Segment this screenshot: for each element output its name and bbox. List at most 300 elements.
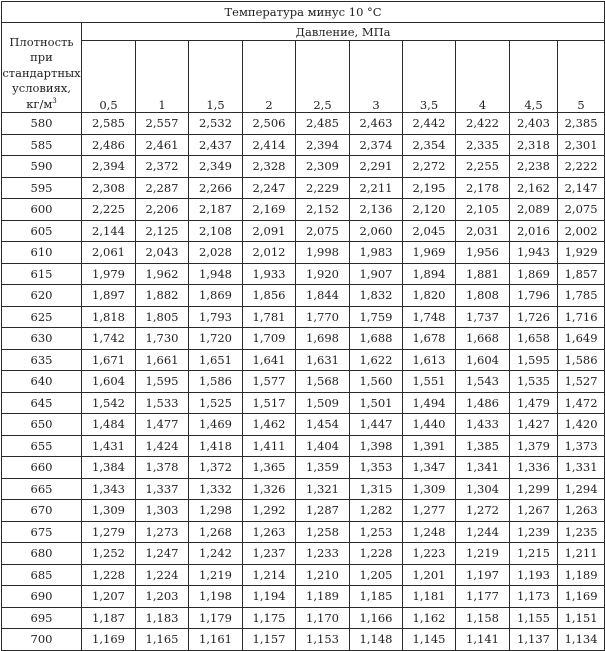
density-cell: 680 bbox=[2, 543, 82, 565]
density-cell: 635 bbox=[2, 349, 82, 371]
compressibility-table bbox=[1, 1, 605, 651]
value-cell: 1,201 bbox=[403, 564, 456, 586]
value-cell: 1,709 bbox=[243, 328, 296, 350]
value-cell: 1,215 bbox=[510, 543, 558, 565]
pressure-column-header: 4 bbox=[456, 41, 510, 113]
value-cell: 1,897 bbox=[82, 285, 136, 307]
table-row bbox=[2, 392, 605, 414]
table-row bbox=[2, 263, 605, 285]
pressure-column-header: 4,5 bbox=[510, 41, 558, 113]
table-row bbox=[2, 586, 605, 608]
value-cell: 1,832 bbox=[350, 285, 403, 307]
value-cell: 2,229 bbox=[296, 177, 350, 199]
value-cell: 1,165 bbox=[136, 629, 189, 651]
value-cell: 1,661 bbox=[136, 349, 189, 371]
value-cell: 1,299 bbox=[510, 478, 558, 500]
value-cell: 2,506 bbox=[243, 113, 296, 135]
value-cell: 1,542 bbox=[82, 392, 136, 414]
value-cell: 2,463 bbox=[350, 113, 403, 135]
density-cell: 590 bbox=[2, 156, 82, 178]
value-cell: 1,551 bbox=[403, 371, 456, 393]
value-cell: 1,857 bbox=[558, 263, 605, 285]
value-cell: 1,183 bbox=[136, 607, 189, 629]
value-cell: 2,162 bbox=[510, 177, 558, 199]
table-row bbox=[2, 543, 605, 565]
pressure-column-header: 2,5 bbox=[296, 41, 350, 113]
value-cell: 1,153 bbox=[296, 629, 350, 651]
value-cell: 2,354 bbox=[403, 134, 456, 156]
value-cell: 1,228 bbox=[350, 543, 403, 565]
value-cell: 1,197 bbox=[456, 564, 510, 586]
value-cell: 1,805 bbox=[136, 306, 189, 328]
value-cell: 2,422 bbox=[456, 113, 510, 135]
pressure-column-header: 1 bbox=[136, 41, 189, 113]
value-cell: 1,668 bbox=[456, 328, 510, 350]
value-cell: 1,252 bbox=[82, 543, 136, 565]
value-cell: 1,469 bbox=[189, 414, 243, 436]
value-cell: 1,228 bbox=[82, 564, 136, 586]
density-cell: 675 bbox=[2, 521, 82, 543]
value-cell: 1,194 bbox=[243, 586, 296, 608]
value-cell: 2,442 bbox=[403, 113, 456, 135]
value-cell: 1,658 bbox=[510, 328, 558, 350]
value-cell: 1,185 bbox=[350, 586, 403, 608]
value-cell: 1,273 bbox=[136, 521, 189, 543]
value-cell: 1,907 bbox=[350, 263, 403, 285]
pressure-header-row bbox=[2, 41, 605, 113]
value-cell: 2,486 bbox=[82, 134, 136, 156]
value-cell: 1,175 bbox=[243, 607, 296, 629]
density-cell: 645 bbox=[2, 392, 82, 414]
value-cell: 1,486 bbox=[456, 392, 510, 414]
table-row bbox=[2, 113, 605, 135]
table-row bbox=[2, 177, 605, 199]
value-cell: 2,211 bbox=[350, 177, 403, 199]
value-cell: 1,331 bbox=[558, 457, 605, 479]
value-cell: 1,869 bbox=[189, 285, 243, 307]
value-cell: 1,956 bbox=[456, 242, 510, 264]
value-cell: 1,263 bbox=[243, 521, 296, 543]
value-cell: 2,403 bbox=[510, 113, 558, 135]
value-cell: 1,535 bbox=[510, 371, 558, 393]
table-row bbox=[2, 607, 605, 629]
value-cell: 1,326 bbox=[243, 478, 296, 500]
value-cell: 1,343 bbox=[82, 478, 136, 500]
value-cell: 1,210 bbox=[296, 564, 350, 586]
value-cell: 1,207 bbox=[82, 586, 136, 608]
value-cell: 1,698 bbox=[296, 328, 350, 350]
value-cell: 1,649 bbox=[558, 328, 605, 350]
value-cell: 1,292 bbox=[243, 500, 296, 522]
value-cell: 1,509 bbox=[296, 392, 350, 414]
value-cell: 2,349 bbox=[189, 156, 243, 178]
value-cell: 1,998 bbox=[296, 242, 350, 264]
table-row bbox=[2, 564, 605, 586]
value-cell: 1,472 bbox=[558, 392, 605, 414]
value-cell: 2,002 bbox=[558, 220, 605, 242]
value-cell: 2,394 bbox=[82, 156, 136, 178]
value-cell: 1,785 bbox=[558, 285, 605, 307]
value-cell: 1,166 bbox=[350, 607, 403, 629]
value-cell: 2,089 bbox=[510, 199, 558, 221]
value-cell: 2,105 bbox=[456, 199, 510, 221]
value-cell: 1,962 bbox=[136, 263, 189, 285]
value-cell: 1,223 bbox=[403, 543, 456, 565]
value-cell: 1,604 bbox=[82, 371, 136, 393]
value-cell: 1,525 bbox=[189, 392, 243, 414]
value-cell: 1,586 bbox=[558, 349, 605, 371]
value-cell: 2,437 bbox=[189, 134, 243, 156]
value-cell: 2,532 bbox=[189, 113, 243, 135]
value-cell: 1,309 bbox=[82, 500, 136, 522]
value-cell: 1,347 bbox=[403, 457, 456, 479]
value-cell: 1,391 bbox=[403, 435, 456, 457]
pressure-title: Давление, МПа bbox=[82, 23, 605, 41]
value-cell: 1,189 bbox=[558, 564, 605, 586]
value-cell: 1,157 bbox=[243, 629, 296, 651]
value-cell: 1,869 bbox=[510, 263, 558, 285]
value-cell: 1,247 bbox=[136, 543, 189, 565]
table-row bbox=[2, 220, 605, 242]
value-cell: 2,374 bbox=[350, 134, 403, 156]
value-cell: 1,431 bbox=[82, 435, 136, 457]
value-cell: 2,557 bbox=[136, 113, 189, 135]
value-cell: 1,424 bbox=[136, 435, 189, 457]
value-cell: 1,844 bbox=[296, 285, 350, 307]
density-cell: 580 bbox=[2, 113, 82, 135]
value-cell: 1,372 bbox=[189, 457, 243, 479]
value-cell: 1,321 bbox=[296, 478, 350, 500]
value-cell: 1,244 bbox=[456, 521, 510, 543]
value-cell: 1,622 bbox=[350, 349, 403, 371]
value-cell: 1,820 bbox=[403, 285, 456, 307]
value-cell: 1,543 bbox=[456, 371, 510, 393]
value-cell: 1,631 bbox=[296, 349, 350, 371]
value-cell: 1,177 bbox=[456, 586, 510, 608]
value-cell: 2,247 bbox=[243, 177, 296, 199]
value-cell: 1,411 bbox=[243, 435, 296, 457]
value-cell: 1,137 bbox=[510, 629, 558, 651]
value-cell: 2,318 bbox=[510, 134, 558, 156]
value-cell: 2,394 bbox=[296, 134, 350, 156]
value-cell: 1,933 bbox=[243, 263, 296, 285]
density-header-line1: Плотность bbox=[9, 34, 74, 49]
value-cell: 1,304 bbox=[456, 478, 510, 500]
value-cell: 1,337 bbox=[136, 478, 189, 500]
value-cell: 1,420 bbox=[558, 414, 605, 436]
value-cell: 1,568 bbox=[296, 371, 350, 393]
value-cell: 2,206 bbox=[136, 199, 189, 221]
value-cell: 1,560 bbox=[350, 371, 403, 393]
value-cell: 1,233 bbox=[296, 543, 350, 565]
value-cell: 1,181 bbox=[403, 586, 456, 608]
value-cell: 1,527 bbox=[558, 371, 605, 393]
value-cell: 1,501 bbox=[350, 392, 403, 414]
value-cell: 1,447 bbox=[350, 414, 403, 436]
value-cell: 1,158 bbox=[456, 607, 510, 629]
value-cell: 1,298 bbox=[189, 500, 243, 522]
density-header-line4: условиях, bbox=[12, 81, 71, 95]
table-row bbox=[2, 478, 605, 500]
value-cell: 2,144 bbox=[82, 220, 136, 242]
value-cell: 1,145 bbox=[403, 629, 456, 651]
table-row bbox=[2, 457, 605, 479]
value-cell: 1,239 bbox=[510, 521, 558, 543]
value-cell: 2,120 bbox=[403, 199, 456, 221]
pressure-column-header: 5 bbox=[558, 41, 605, 113]
value-cell: 1,920 bbox=[296, 263, 350, 285]
density-cell: 685 bbox=[2, 564, 82, 586]
value-cell: 1,894 bbox=[403, 263, 456, 285]
table-body bbox=[2, 113, 605, 651]
value-cell: 2,225 bbox=[82, 199, 136, 221]
density-header-line3: стандартных bbox=[2, 65, 81, 80]
value-cell: 1,248 bbox=[403, 521, 456, 543]
table-row bbox=[2, 306, 605, 328]
value-cell: 1,433 bbox=[456, 414, 510, 436]
value-cell: 2,372 bbox=[136, 156, 189, 178]
density-cell: 650 bbox=[2, 414, 82, 436]
density-cell: 690 bbox=[2, 586, 82, 608]
temperature-title: Температура минус 10 °С bbox=[2, 2, 605, 23]
value-cell: 2,414 bbox=[243, 134, 296, 156]
value-cell: 1,494 bbox=[403, 392, 456, 414]
value-cell: 1,427 bbox=[510, 414, 558, 436]
density-cell: 605 bbox=[2, 220, 82, 242]
table-row bbox=[2, 414, 605, 436]
value-cell: 2,178 bbox=[456, 177, 510, 199]
value-cell: 1,404 bbox=[296, 435, 350, 457]
value-cell: 2,485 bbox=[296, 113, 350, 135]
value-cell: 1,268 bbox=[189, 521, 243, 543]
value-cell: 1,263 bbox=[558, 500, 605, 522]
value-cell: 1,373 bbox=[558, 435, 605, 457]
value-cell: 1,484 bbox=[82, 414, 136, 436]
value-cell: 1,277 bbox=[403, 500, 456, 522]
value-cell: 1,385 bbox=[456, 435, 510, 457]
density-cell: 620 bbox=[2, 285, 82, 307]
value-cell: 1,242 bbox=[189, 543, 243, 565]
value-cell: 1,856 bbox=[243, 285, 296, 307]
table-row bbox=[2, 629, 605, 651]
density-cell: 615 bbox=[2, 263, 82, 285]
value-cell: 1,595 bbox=[510, 349, 558, 371]
value-cell: 2,061 bbox=[82, 242, 136, 264]
value-cell: 1,169 bbox=[558, 586, 605, 608]
value-cell: 1,748 bbox=[403, 306, 456, 328]
value-cell: 1,237 bbox=[243, 543, 296, 565]
value-cell: 1,170 bbox=[296, 607, 350, 629]
value-cell: 1,309 bbox=[403, 478, 456, 500]
value-cell: 1,179 bbox=[189, 607, 243, 629]
value-cell: 1,818 bbox=[82, 306, 136, 328]
value-cell: 1,141 bbox=[456, 629, 510, 651]
value-cell: 2,291 bbox=[350, 156, 403, 178]
value-cell: 1,613 bbox=[403, 349, 456, 371]
value-cell: 1,983 bbox=[350, 242, 403, 264]
pressure-column-header: 3,5 bbox=[403, 41, 456, 113]
density-header-unit: кг/м bbox=[26, 96, 53, 111]
value-cell: 1,162 bbox=[403, 607, 456, 629]
density-cell: 625 bbox=[2, 306, 82, 328]
value-cell: 1,287 bbox=[296, 500, 350, 522]
value-cell: 1,303 bbox=[136, 500, 189, 522]
value-cell: 1,688 bbox=[350, 328, 403, 350]
table-row bbox=[2, 349, 605, 371]
density-cell: 640 bbox=[2, 371, 82, 393]
density-cell: 655 bbox=[2, 435, 82, 457]
value-cell: 1,881 bbox=[456, 263, 510, 285]
value-cell: 1,533 bbox=[136, 392, 189, 414]
value-cell: 1,979 bbox=[82, 263, 136, 285]
value-cell: 1,882 bbox=[136, 285, 189, 307]
density-cell: 595 bbox=[2, 177, 82, 199]
value-cell: 2,328 bbox=[243, 156, 296, 178]
value-cell: 1,517 bbox=[243, 392, 296, 414]
value-cell: 1,173 bbox=[510, 586, 558, 608]
value-cell: 2,031 bbox=[456, 220, 510, 242]
value-cell: 1,294 bbox=[558, 478, 605, 500]
density-cell: 665 bbox=[2, 478, 82, 500]
value-cell: 1,282 bbox=[350, 500, 403, 522]
value-cell: 1,577 bbox=[243, 371, 296, 393]
value-cell: 1,781 bbox=[243, 306, 296, 328]
density-cell: 585 bbox=[2, 134, 82, 156]
value-cell: 1,359 bbox=[296, 457, 350, 479]
density-cell: 610 bbox=[2, 242, 82, 264]
value-cell: 1,671 bbox=[82, 349, 136, 371]
value-cell: 2,187 bbox=[189, 199, 243, 221]
table-row bbox=[2, 242, 605, 264]
value-cell: 1,943 bbox=[510, 242, 558, 264]
value-cell: 1,219 bbox=[456, 543, 510, 565]
value-cell: 1,151 bbox=[558, 607, 605, 629]
value-cell: 1,651 bbox=[189, 349, 243, 371]
table-row bbox=[2, 328, 605, 350]
value-cell: 1,279 bbox=[82, 521, 136, 543]
value-cell: 1,315 bbox=[350, 478, 403, 500]
value-cell: 1,353 bbox=[350, 457, 403, 479]
value-cell: 1,272 bbox=[456, 500, 510, 522]
value-cell: 2,091 bbox=[243, 220, 296, 242]
table-row bbox=[2, 134, 605, 156]
value-cell: 2,385 bbox=[558, 113, 605, 135]
value-cell: 2,108 bbox=[189, 220, 243, 242]
density-header-unit-sup: 3 bbox=[52, 96, 57, 105]
value-cell: 2,012 bbox=[243, 242, 296, 264]
value-cell: 1,169 bbox=[82, 629, 136, 651]
value-cell: 1,189 bbox=[296, 586, 350, 608]
value-cell: 1,253 bbox=[350, 521, 403, 543]
value-cell: 1,440 bbox=[403, 414, 456, 436]
value-cell: 1,808 bbox=[456, 285, 510, 307]
value-cell: 1,203 bbox=[136, 586, 189, 608]
value-cell: 1,258 bbox=[296, 521, 350, 543]
pressure-column-header: 3 bbox=[350, 41, 403, 113]
pressure-column-header: 1,5 bbox=[189, 41, 243, 113]
density-column-header bbox=[2, 23, 82, 113]
value-cell: 1,462 bbox=[243, 414, 296, 436]
value-cell: 1,336 bbox=[510, 457, 558, 479]
value-cell: 1,796 bbox=[510, 285, 558, 307]
value-cell: 2,016 bbox=[510, 220, 558, 242]
value-cell: 1,641 bbox=[243, 349, 296, 371]
value-cell: 2,028 bbox=[189, 242, 243, 264]
value-cell: 1,267 bbox=[510, 500, 558, 522]
value-cell: 2,075 bbox=[558, 199, 605, 221]
value-cell: 1,161 bbox=[189, 629, 243, 651]
value-cell: 1,454 bbox=[296, 414, 350, 436]
table-row bbox=[2, 435, 605, 457]
table-row bbox=[2, 156, 605, 178]
value-cell: 1,730 bbox=[136, 328, 189, 350]
value-cell: 1,384 bbox=[82, 457, 136, 479]
value-cell: 1,742 bbox=[82, 328, 136, 350]
value-cell: 1,737 bbox=[456, 306, 510, 328]
pressure-column-header: 2 bbox=[243, 41, 296, 113]
value-cell: 1,235 bbox=[558, 521, 605, 543]
table-row bbox=[2, 521, 605, 543]
value-cell: 1,365 bbox=[243, 457, 296, 479]
value-cell: 1,134 bbox=[558, 629, 605, 651]
value-cell: 2,147 bbox=[558, 177, 605, 199]
value-cell: 2,222 bbox=[558, 156, 605, 178]
value-cell: 1,341 bbox=[456, 457, 510, 479]
value-cell: 2,075 bbox=[296, 220, 350, 242]
value-cell: 2,287 bbox=[136, 177, 189, 199]
value-cell: 2,125 bbox=[136, 220, 189, 242]
value-cell: 2,060 bbox=[350, 220, 403, 242]
value-cell: 1,929 bbox=[558, 242, 605, 264]
value-cell: 1,595 bbox=[136, 371, 189, 393]
value-cell: 1,948 bbox=[189, 263, 243, 285]
value-cell: 2,043 bbox=[136, 242, 189, 264]
value-cell: 2,045 bbox=[403, 220, 456, 242]
table-row bbox=[2, 285, 605, 307]
density-cell: 695 bbox=[2, 607, 82, 629]
density-header-line2: при bbox=[30, 50, 53, 64]
value-cell: 1,479 bbox=[510, 392, 558, 414]
value-cell: 1,678 bbox=[403, 328, 456, 350]
value-cell: 2,195 bbox=[403, 177, 456, 199]
value-cell: 2,461 bbox=[136, 134, 189, 156]
value-cell: 1,586 bbox=[189, 371, 243, 393]
value-cell: 2,272 bbox=[403, 156, 456, 178]
density-cell: 630 bbox=[2, 328, 82, 350]
value-cell: 1,198 bbox=[189, 586, 243, 608]
value-cell: 1,604 bbox=[456, 349, 510, 371]
value-cell: 2,585 bbox=[82, 113, 136, 135]
value-cell: 1,418 bbox=[189, 435, 243, 457]
value-cell: 2,308 bbox=[82, 177, 136, 199]
density-cell: 670 bbox=[2, 500, 82, 522]
value-cell: 1,211 bbox=[558, 543, 605, 565]
value-cell: 1,148 bbox=[350, 629, 403, 651]
value-cell: 1,759 bbox=[350, 306, 403, 328]
value-cell: 1,398 bbox=[350, 435, 403, 457]
value-cell: 1,224 bbox=[136, 564, 189, 586]
value-cell: 1,726 bbox=[510, 306, 558, 328]
value-cell: 1,187 bbox=[82, 607, 136, 629]
value-cell: 1,379 bbox=[510, 435, 558, 457]
density-cell: 660 bbox=[2, 457, 82, 479]
value-cell: 1,378 bbox=[136, 457, 189, 479]
value-cell: 2,266 bbox=[189, 177, 243, 199]
value-cell: 1,155 bbox=[510, 607, 558, 629]
value-cell: 1,332 bbox=[189, 478, 243, 500]
value-cell: 2,136 bbox=[350, 199, 403, 221]
value-cell: 1,969 bbox=[403, 242, 456, 264]
